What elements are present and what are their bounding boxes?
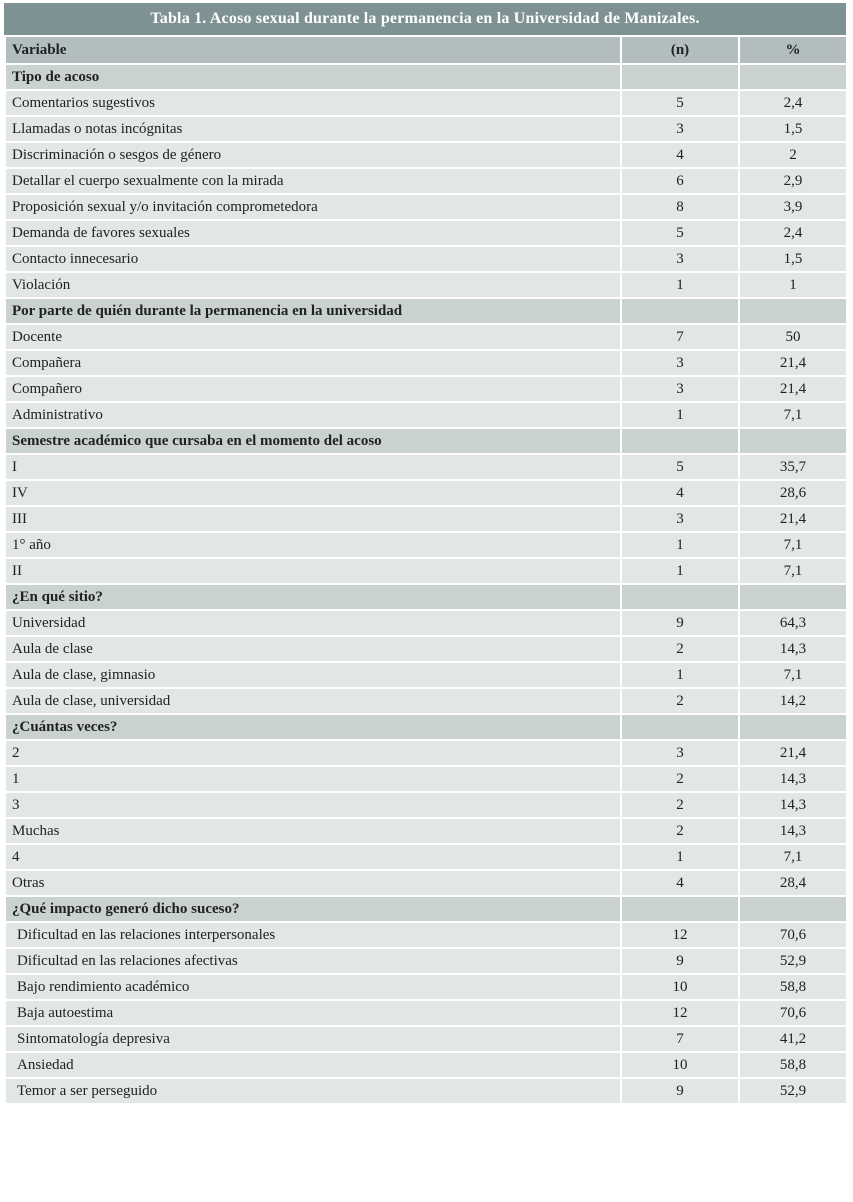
row-percent-value: 70,6: [739, 1000, 847, 1026]
row-label: Sintomatología depresiva: [5, 1026, 621, 1052]
table-row: [5, 168, 847, 194]
table-row: [5, 532, 847, 558]
row-n-value: 2: [621, 766, 739, 792]
row-percent-value: 14,3: [739, 636, 847, 662]
row-percent-value: 14,3: [739, 766, 847, 792]
table-row: [5, 220, 847, 246]
header-row: [5, 36, 847, 64]
row-n-value: 3: [621, 506, 739, 532]
table-container: [4, 3, 846, 1105]
row-label: Compañera: [5, 350, 621, 376]
row-label: Contacto innecesario: [5, 246, 621, 272]
header-n: (n): [621, 36, 739, 64]
row-n-value: 2: [621, 636, 739, 662]
row-percent-value: 2: [739, 142, 847, 168]
section-heading: Tipo de acoso: [5, 64, 621, 90]
table-row: [5, 870, 847, 896]
row-label: Discriminación o sesgos de género: [5, 142, 621, 168]
row-percent-value: 21,4: [739, 506, 847, 532]
row-percent-value: 7,1: [739, 844, 847, 870]
row-n-value: 12: [621, 1000, 739, 1026]
table-row: [5, 792, 847, 818]
section-heading: Semestre académico que cursaba en el momento del acoso: [5, 428, 621, 454]
table-row: [5, 558, 847, 584]
table-row: [5, 272, 847, 298]
row-label: Dificultad en las relaciones afectivas: [5, 948, 621, 974]
row-n-value: 1: [621, 558, 739, 584]
table-row: [5, 350, 847, 376]
row-label: Administrativo: [5, 402, 621, 428]
row-label: Baja autoestima: [5, 1000, 621, 1026]
row-percent-value: 14,3: [739, 792, 847, 818]
row-label: Compañero: [5, 376, 621, 402]
row-percent-value: 52,9: [739, 948, 847, 974]
row-label: III: [5, 506, 621, 532]
data-table: [4, 35, 848, 1105]
row-percent-value: 41,2: [739, 1026, 847, 1052]
empty-cell: [621, 298, 739, 324]
row-percent-value: 14,3: [739, 818, 847, 844]
section-heading-row: [5, 298, 847, 324]
table-row: [5, 324, 847, 350]
row-n-value: 12: [621, 922, 739, 948]
row-label: Llamadas o notas incógnitas: [5, 116, 621, 142]
empty-cell: [621, 64, 739, 90]
row-label: Demanda de favores sexuales: [5, 220, 621, 246]
row-label: Aula de clase, gimnasio: [5, 662, 621, 688]
row-percent-value: 21,4: [739, 376, 847, 402]
table-row: [5, 610, 847, 636]
row-percent-value: 2,9: [739, 168, 847, 194]
row-n-value: 1: [621, 532, 739, 558]
empty-cell: [739, 428, 847, 454]
table-row: [5, 1052, 847, 1078]
row-n-value: 6: [621, 168, 739, 194]
row-percent-value: 64,3: [739, 610, 847, 636]
table-row: [5, 194, 847, 220]
empty-cell: [739, 298, 847, 324]
table-row: [5, 974, 847, 1000]
table-row: [5, 688, 847, 714]
row-percent-value: 28,4: [739, 870, 847, 896]
row-n-value: 5: [621, 220, 739, 246]
table-row: [5, 1078, 847, 1104]
row-n-value: 3: [621, 116, 739, 142]
row-n-value: 3: [621, 350, 739, 376]
row-label: Comentarios sugestivos: [5, 90, 621, 116]
row-n-value: 10: [621, 1052, 739, 1078]
row-n-value: 1: [621, 272, 739, 298]
row-n-value: 5: [621, 454, 739, 480]
row-percent-value: 1: [739, 272, 847, 298]
empty-cell: [739, 714, 847, 740]
row-percent-value: 2,4: [739, 90, 847, 116]
table-row: [5, 740, 847, 766]
row-label: Muchas: [5, 818, 621, 844]
empty-cell: [739, 896, 847, 922]
table-row: [5, 922, 847, 948]
row-label: 2: [5, 740, 621, 766]
section-heading-row: [5, 64, 847, 90]
table-row: [5, 454, 847, 480]
row-label: Violación: [5, 272, 621, 298]
section-heading-row: [5, 896, 847, 922]
row-percent-value: 50: [739, 324, 847, 350]
row-label: Detallar el cuerpo sexualmente con la mirada: [5, 168, 621, 194]
table-row: [5, 844, 847, 870]
section-heading-row: [5, 428, 847, 454]
row-label: Otras: [5, 870, 621, 896]
section-heading: ¿Cuántas veces?: [5, 714, 621, 740]
table-row: [5, 246, 847, 272]
table-row: [5, 142, 847, 168]
row-percent-value: 1,5: [739, 246, 847, 272]
row-label: II: [5, 558, 621, 584]
table-body: [5, 64, 847, 1104]
row-percent-value: 58,8: [739, 1052, 847, 1078]
row-label: Temor a ser perseguido: [5, 1078, 621, 1104]
row-percent-value: 14,2: [739, 688, 847, 714]
table-row: [5, 480, 847, 506]
row-percent-value: 28,6: [739, 480, 847, 506]
section-heading: Por parte de quién durante la permanencia en la universidad: [5, 298, 621, 324]
row-n-value: 7: [621, 324, 739, 350]
table-row: [5, 1026, 847, 1052]
row-n-value: 2: [621, 688, 739, 714]
row-n-value: 4: [621, 870, 739, 896]
row-label: Proposición sexual y/o invitación comprometedora: [5, 194, 621, 220]
empty-cell: [621, 584, 739, 610]
row-percent-value: 7,1: [739, 558, 847, 584]
row-n-value: 4: [621, 142, 739, 168]
row-label: I: [5, 454, 621, 480]
row-label: IV: [5, 480, 621, 506]
row-label: 3: [5, 792, 621, 818]
row-label: Universidad: [5, 610, 621, 636]
row-n-value: 3: [621, 246, 739, 272]
section-heading: ¿En qué sitio?: [5, 584, 621, 610]
row-label: Aula de clase, universidad: [5, 688, 621, 714]
row-n-value: 5: [621, 90, 739, 116]
row-percent-value: 7,1: [739, 402, 847, 428]
row-percent-value: 7,1: [739, 532, 847, 558]
table-row: [5, 506, 847, 532]
row-percent-value: 21,4: [739, 350, 847, 376]
row-percent-value: 58,8: [739, 974, 847, 1000]
table-row: [5, 1000, 847, 1026]
header-percent: %: [739, 36, 847, 64]
row-percent-value: 2,4: [739, 220, 847, 246]
table-title: Tabla 1. Acoso sexual durante la permanencia en la Universidad de Manizales.: [4, 3, 846, 35]
table-row: [5, 636, 847, 662]
row-percent-value: 70,6: [739, 922, 847, 948]
row-n-value: 9: [621, 1078, 739, 1104]
row-label: Ansiedad: [5, 1052, 621, 1078]
section-heading: ¿Qué impacto generó dicho suceso?: [5, 896, 621, 922]
row-label: Bajo rendimiento académico: [5, 974, 621, 1000]
row-label: Aula de clase: [5, 636, 621, 662]
row-n-value: 1: [621, 662, 739, 688]
row-label: Dificultad en las relaciones interpersonales: [5, 922, 621, 948]
table-row: [5, 766, 847, 792]
row-n-value: 1: [621, 844, 739, 870]
section-heading-row: [5, 584, 847, 610]
row-label: 1: [5, 766, 621, 792]
row-percent-value: 3,9: [739, 194, 847, 220]
row-percent-value: 1,5: [739, 116, 847, 142]
row-n-value: 1: [621, 402, 739, 428]
empty-cell: [621, 896, 739, 922]
table-row: [5, 402, 847, 428]
row-percent-value: 52,9: [739, 1078, 847, 1104]
table-row: [5, 662, 847, 688]
row-n-value: 3: [621, 740, 739, 766]
row-n-value: 7: [621, 1026, 739, 1052]
row-percent-value: 21,4: [739, 740, 847, 766]
row-percent-value: 7,1: [739, 662, 847, 688]
table-row: [5, 948, 847, 974]
empty-cell: [739, 584, 847, 610]
row-label: 1° año: [5, 532, 621, 558]
row-n-value: 10: [621, 974, 739, 1000]
row-percent-value: 35,7: [739, 454, 847, 480]
table-row: [5, 90, 847, 116]
empty-cell: [621, 714, 739, 740]
row-n-value: 4: [621, 480, 739, 506]
row-label: Docente: [5, 324, 621, 350]
table-row: [5, 818, 847, 844]
row-n-value: 3: [621, 376, 739, 402]
table-row: [5, 376, 847, 402]
table-row: [5, 116, 847, 142]
row-n-value: 2: [621, 818, 739, 844]
header-variable: Variable: [5, 36, 621, 64]
row-n-value: 2: [621, 792, 739, 818]
empty-cell: [621, 428, 739, 454]
row-n-value: 8: [621, 194, 739, 220]
row-label: 4: [5, 844, 621, 870]
row-n-value: 9: [621, 948, 739, 974]
empty-cell: [739, 64, 847, 90]
row-n-value: 9: [621, 610, 739, 636]
section-heading-row: [5, 714, 847, 740]
